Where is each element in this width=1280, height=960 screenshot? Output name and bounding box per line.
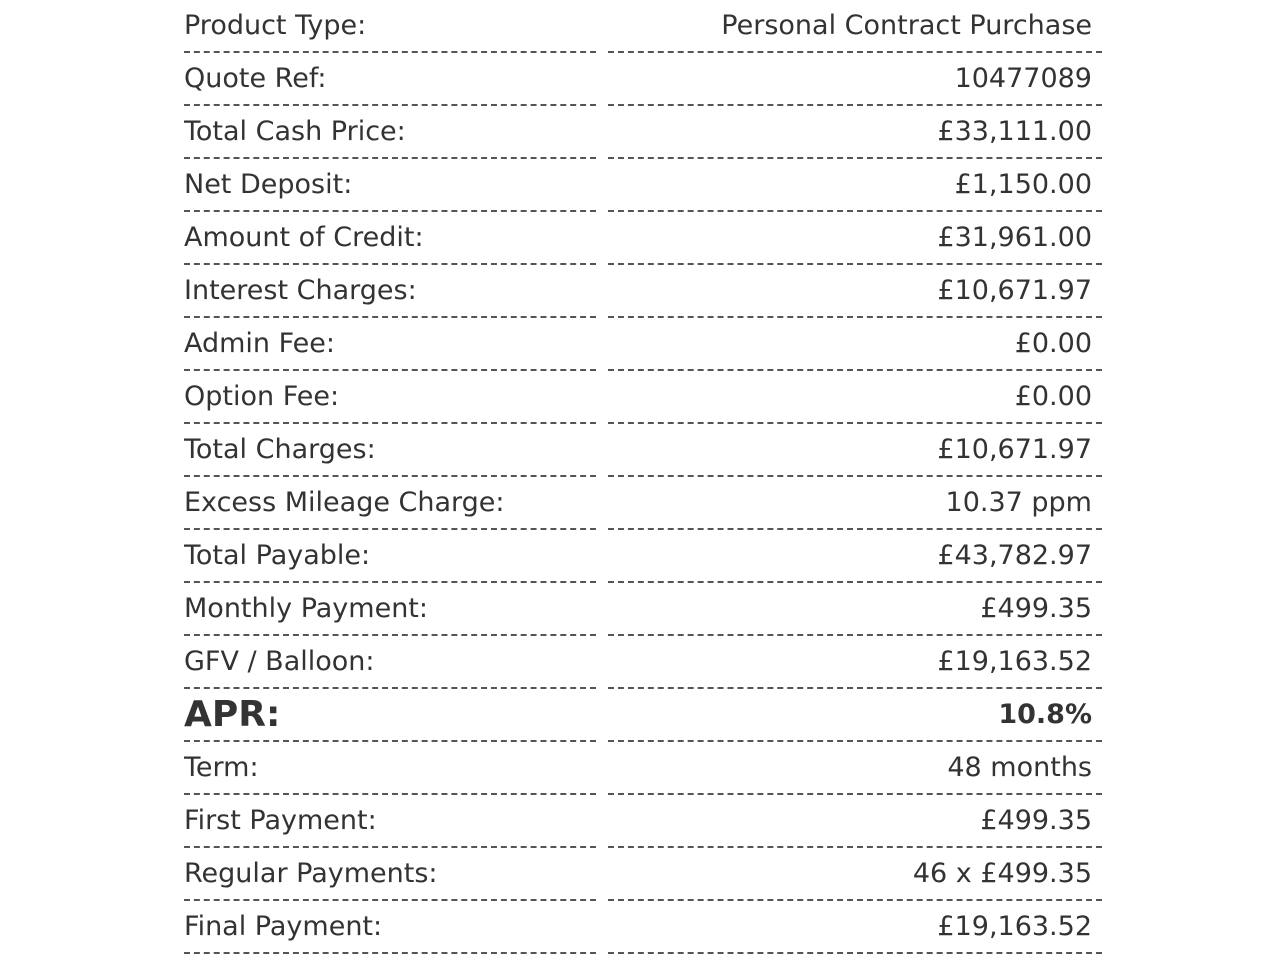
row-apr — [184, 689, 1102, 742]
row-label: First Payment: — [184, 795, 596, 848]
row-total-charges — [184, 424, 1102, 477]
row-label: Total Payable: — [184, 530, 596, 583]
row-value: 10477089 — [608, 53, 1102, 106]
row-value: 46 x £499.35 — [608, 848, 1102, 901]
row-excess-mileage-charge — [184, 477, 1102, 530]
row-quote-ref — [184, 53, 1102, 106]
row-value: £31,961.00 — [608, 212, 1102, 265]
row-value: 10.8% — [608, 689, 1102, 742]
row-label: Quote Ref: — [184, 53, 596, 106]
row-first-payment — [184, 795, 1102, 848]
row-label: Option Fee: — [184, 371, 596, 424]
row-value: £10,671.97 — [608, 424, 1102, 477]
row-label: Term: — [184, 742, 596, 795]
row-label: GFV / Balloon: — [184, 636, 596, 689]
row-value: £10,671.97 — [608, 265, 1102, 318]
row-label: Product Type: — [184, 0, 596, 53]
row-label: Total Charges: — [184, 424, 596, 477]
row-total-cash-price — [184, 106, 1102, 159]
row-option-fee — [184, 371, 1102, 424]
row-admin-fee — [184, 318, 1102, 371]
row-product-type — [184, 0, 1102, 53]
row-value: £43,782.97 — [608, 530, 1102, 583]
row-gfv-balloon — [184, 636, 1102, 689]
finance-summary-table — [184, 0, 1102, 954]
row-label: APR: — [184, 689, 596, 742]
row-interest-charges — [184, 265, 1102, 318]
row-value: £0.00 — [608, 318, 1102, 371]
row-amount-of-credit — [184, 212, 1102, 265]
row-label: Admin Fee: — [184, 318, 596, 371]
row-value: £19,163.52 — [608, 901, 1102, 954]
row-label: Interest Charges: — [184, 265, 596, 318]
row-value: £499.35 — [608, 583, 1102, 636]
row-label: Total Cash Price: — [184, 106, 596, 159]
row-monthly-payment — [184, 583, 1102, 636]
row-value: £1,150.00 — [608, 159, 1102, 212]
row-total-payable — [184, 530, 1102, 583]
row-label: Monthly Payment: — [184, 583, 596, 636]
row-value: £19,163.52 — [608, 636, 1102, 689]
row-value: 48 months — [608, 742, 1102, 795]
row-value: £0.00 — [608, 371, 1102, 424]
row-label: Net Deposit: — [184, 159, 596, 212]
row-value: £499.35 — [608, 795, 1102, 848]
row-label: Amount of Credit: — [184, 212, 596, 265]
row-value: Personal Contract Purchase — [608, 0, 1102, 53]
row-label: Regular Payments: — [184, 848, 596, 901]
row-label: Excess Mileage Charge: — [184, 477, 596, 530]
row-label: Final Payment: — [184, 901, 596, 954]
row-value: £33,111.00 — [608, 106, 1102, 159]
row-value: 10.37 ppm — [608, 477, 1102, 530]
row-regular-payments — [184, 848, 1102, 901]
row-final-payment — [184, 901, 1102, 954]
row-term — [184, 742, 1102, 795]
row-net-deposit — [184, 159, 1102, 212]
